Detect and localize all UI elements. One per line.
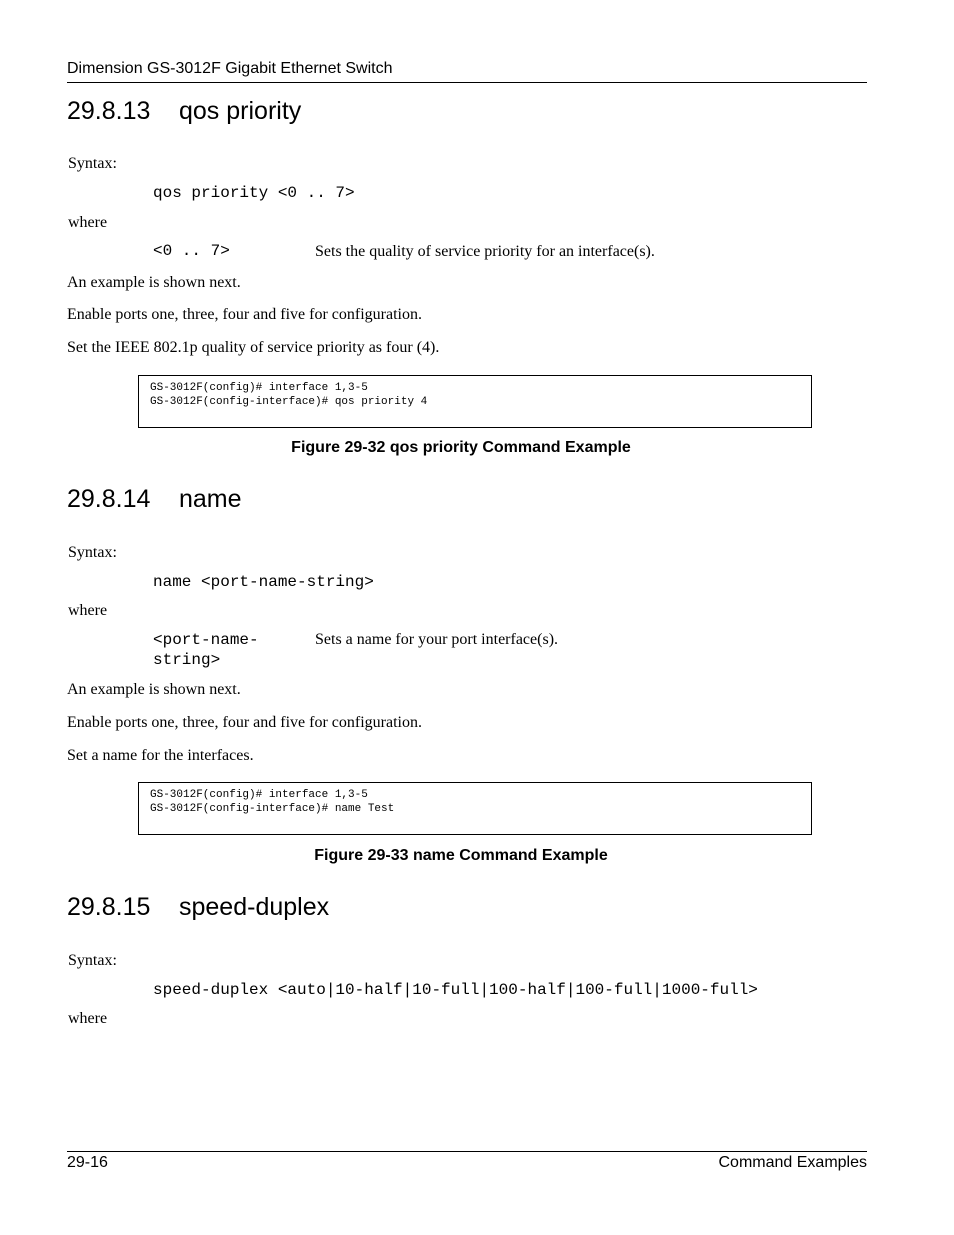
syntax-label: Syntax:: [68, 544, 117, 561]
code-line: GS-3012F(config)# interface 1,3-5: [150, 789, 368, 801]
syntax-label: Syntax:: [68, 155, 117, 172]
section-heading: [67, 97, 301, 126]
code-block: [150, 788, 394, 816]
section-title: qos priority: [179, 97, 302, 125]
figure-caption: Figure 29-33 name Command Example: [314, 847, 608, 864]
syntax-label: Syntax:: [68, 952, 117, 969]
section-title: name: [179, 485, 242, 513]
section-number: 29.8.13: [67, 97, 151, 125]
code-block: [150, 381, 427, 409]
paragraph: An example is shown next.: [67, 274, 241, 291]
parameter-description: Sets the quality of service priority for an interface(s).: [315, 243, 655, 260]
paragraph: An example is shown next.: [67, 681, 241, 698]
where-label: where: [68, 1010, 108, 1027]
parameter-line: string>: [153, 651, 221, 669]
code-line: GS-3012F(config-interface)# name Test: [150, 803, 395, 815]
paragraph: Enable ports one, three, four and five for configuration.: [67, 714, 422, 731]
code-line: GS-3012F(config-interface)# qos priority 4: [150, 396, 428, 408]
footer-rule: [67, 1151, 867, 1152]
where-label: where: [68, 214, 108, 231]
code-line: GS-3012F(config)# interface 1,3-5: [150, 382, 368, 394]
section-number: 29.8.14: [67, 485, 151, 513]
syntax-command: speed-duplex <auto|10-half|10-full|100-half|100-full|1000-full>: [153, 981, 758, 999]
section-heading: [67, 893, 329, 922]
parameter-name: [153, 241, 230, 261]
section-heading: [67, 485, 242, 514]
syntax-command: qos priority <0 .. 7>: [153, 184, 355, 202]
running-header: Dimension GS-3012F Gigabit Ethernet Switch: [67, 60, 393, 77]
parameter-description: Sets a name for your port interface(s).: [315, 631, 559, 648]
paragraph: Enable ports one, three, four and five for configuration.: [67, 306, 422, 323]
header-rule: [67, 82, 867, 83]
parameter-line: <port-name-: [153, 631, 259, 649]
chapter-name: Command Examples: [718, 1154, 867, 1171]
page-number: 29-16: [67, 1154, 108, 1171]
paragraph: Set a name for the interfaces.: [67, 747, 254, 764]
where-label: where: [68, 602, 108, 619]
code-example-box: [138, 782, 812, 835]
paragraph: Set the IEEE 802.1p quality of service priority as four (4).: [67, 339, 440, 356]
figure-caption: Figure 29-32 qos priority Command Example: [291, 439, 631, 456]
parameter-name: [153, 630, 259, 670]
code-example-box: [138, 375, 812, 428]
section-number: 29.8.15: [67, 893, 151, 921]
section-title: speed-duplex: [179, 893, 330, 921]
parameter-line: <0 .. 7>: [153, 242, 230, 260]
syntax-command: name <port-name-string>: [153, 573, 374, 591]
